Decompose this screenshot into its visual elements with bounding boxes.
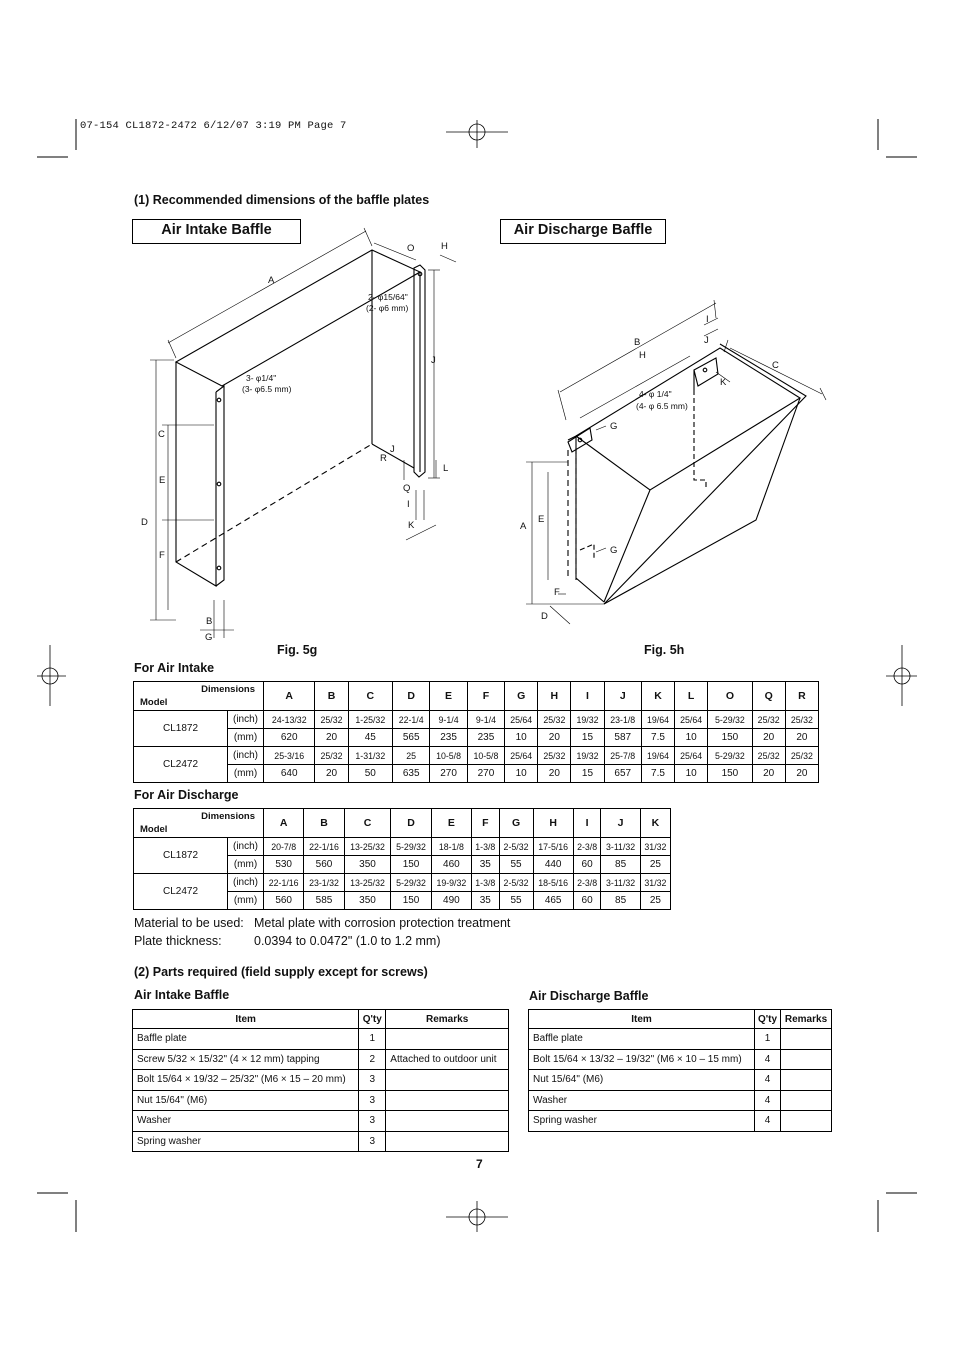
- column-header: K: [641, 682, 674, 711]
- remarks-cell: [386, 1131, 509, 1152]
- value-cell: 5-29/32: [391, 874, 431, 892]
- discharge-label-e: E: [538, 514, 545, 525]
- value-cell: 20: [538, 729, 571, 747]
- intake-hole2-label-a: 3- φ1/4": [246, 373, 277, 383]
- value-cell: 85: [601, 892, 640, 910]
- model-label: Model: [140, 824, 168, 835]
- value-cell: 235: [430, 729, 467, 747]
- value-cell: 85: [601, 856, 640, 874]
- table-header-row: [134, 682, 819, 711]
- value-cell: 25: [640, 856, 670, 874]
- table-row: [134, 711, 819, 729]
- value-cell: 22-1/16: [264, 874, 304, 892]
- value-cell: 25/64: [505, 711, 538, 729]
- value-cell: 31/32: [640, 874, 670, 892]
- model-cell: CL1872: [134, 838, 228, 874]
- qty-cell: 2: [359, 1049, 386, 1070]
- value-cell: 9-1/4: [430, 711, 467, 729]
- item-cell: Baffle plate: [133, 1029, 359, 1050]
- table-row: [134, 838, 671, 856]
- dimensions-label: Dimensions: [201, 684, 255, 695]
- value-cell: 25/32: [315, 711, 348, 729]
- intake-label-i: I: [407, 499, 410, 510]
- column-header: D: [393, 682, 430, 711]
- qty-cell: 4: [755, 1070, 781, 1091]
- value-cell: 15: [571, 729, 604, 747]
- unit-cell: (inch): [228, 747, 264, 765]
- value-cell: 270: [430, 765, 467, 783]
- column-header: E: [430, 682, 467, 711]
- value-cell: 490: [431, 892, 471, 910]
- value-cell: 19/64: [641, 711, 674, 729]
- table-header-row: [529, 1010, 832, 1029]
- discharge-label-b: B: [634, 337, 641, 348]
- remarks-cell: [781, 1111, 832, 1132]
- unit-cell: (inch): [228, 838, 264, 856]
- value-cell: 55: [499, 856, 533, 874]
- column-header: G: [499, 809, 533, 838]
- column-header: F: [472, 809, 500, 838]
- unit-cell: (inch): [228, 711, 264, 729]
- print-slug: 07-154 CL1872-2472 6/12/07 3:19 PM Page 7: [80, 120, 347, 132]
- value-cell: 25: [640, 892, 670, 910]
- value-cell: 19/64: [641, 747, 674, 765]
- item-cell: Screw 5/32 × 15/32" (4 × 12 mm) tapping: [133, 1049, 359, 1070]
- column-header: L: [675, 682, 708, 711]
- intake-label-k: K: [408, 520, 415, 531]
- value-cell: 25/32: [752, 711, 785, 729]
- item-cell: Washer: [133, 1111, 359, 1132]
- table-row: [133, 1131, 509, 1152]
- value-cell: 22-1/16: [304, 838, 344, 856]
- value-cell: 3-11/32: [601, 838, 640, 856]
- remarks-cell: Attached to outdoor unit: [386, 1049, 509, 1070]
- table-row: [134, 729, 819, 747]
- intake-table-title: For Air Intake: [134, 661, 215, 675]
- value-cell: 150: [391, 856, 431, 874]
- intake-label-q: Q: [403, 483, 411, 494]
- remarks-cell: [781, 1070, 832, 1091]
- intake-hole2-label-b: (3- φ6.5 mm): [242, 384, 292, 394]
- value-cell: 25/32: [785, 747, 818, 765]
- intake-label-g: G: [205, 632, 213, 643]
- discharge-label-g: G: [610, 421, 618, 432]
- column-header: Item: [529, 1010, 755, 1029]
- dimensions-label: Dimensions: [201, 811, 255, 822]
- table-row: [529, 1029, 832, 1050]
- value-cell: 3-11/32: [601, 874, 640, 892]
- value-cell: 19/32: [571, 747, 604, 765]
- value-cell: 1-25/32: [348, 711, 392, 729]
- thickness-label: Plate thickness:: [134, 934, 222, 948]
- value-cell: 25/32: [752, 747, 785, 765]
- value-cell: 10-5/8: [467, 747, 504, 765]
- discharge-table-title: For Air Discharge: [134, 788, 239, 802]
- intake-label-a: A: [268, 275, 275, 286]
- table-row: [133, 1029, 509, 1050]
- value-cell: 25/32: [538, 747, 571, 765]
- column-header: O: [708, 682, 752, 711]
- discharge-label-c: C: [772, 360, 779, 371]
- unit-cell: (mm): [228, 765, 264, 783]
- column-header: H: [538, 682, 571, 711]
- intake-label-c: C: [158, 429, 165, 440]
- item-cell: Baffle plate: [529, 1029, 755, 1050]
- column-header: Remarks: [781, 1010, 832, 1029]
- unit-cell: (mm): [228, 892, 264, 910]
- table-row: [134, 874, 671, 892]
- value-cell: 45: [348, 729, 392, 747]
- value-cell: 25-3/16: [264, 747, 315, 765]
- column-header: J: [604, 682, 641, 711]
- value-cell: 25/64: [675, 711, 708, 729]
- value-cell: 13-25/32: [344, 838, 391, 856]
- item-cell: Spring washer: [529, 1111, 755, 1132]
- value-cell: 60: [573, 856, 601, 874]
- value-cell: 10: [505, 729, 538, 747]
- intake-label-r: R: [380, 453, 387, 464]
- qty-cell: 3: [359, 1070, 386, 1091]
- value-cell: 25-7/8: [604, 747, 641, 765]
- table-row: [134, 747, 819, 765]
- value-cell: 24-13/32: [264, 711, 315, 729]
- value-cell: 35: [472, 892, 500, 910]
- intake-hole1-label-b: (2- φ6 mm): [366, 303, 409, 313]
- discharge-label-h: H: [639, 350, 646, 361]
- value-cell: 657: [604, 765, 641, 783]
- discharge-parts-table: [528, 1009, 832, 1132]
- value-cell: 22-1/4: [393, 711, 430, 729]
- column-header: C: [348, 682, 392, 711]
- unit-cell: (inch): [228, 874, 264, 892]
- remarks-cell: [781, 1049, 832, 1070]
- value-cell: 2-3/8: [573, 874, 601, 892]
- intake-parts-title: Air Intake Baffle: [134, 988, 230, 1002]
- value-cell: 20: [538, 765, 571, 783]
- table-row: [529, 1049, 832, 1070]
- value-cell: 15: [571, 765, 604, 783]
- value-cell: 10: [675, 729, 708, 747]
- table-row: [133, 1111, 509, 1132]
- column-header: A: [264, 682, 315, 711]
- value-cell: 25/32: [538, 711, 571, 729]
- section1-title: (1) Recommended dimensions of the baffle plates: [134, 193, 430, 207]
- value-cell: 585: [304, 892, 344, 910]
- air-discharge-baffle-drawing: [568, 344, 806, 604]
- column-header: F: [467, 682, 504, 711]
- table-row: [133, 1070, 509, 1091]
- value-cell: 620: [264, 729, 315, 747]
- value-cell: 565: [393, 729, 430, 747]
- dimensions-model-header: [134, 809, 264, 838]
- value-cell: 31/32: [640, 838, 670, 856]
- column-header: G: [505, 682, 538, 711]
- column-header: Q'ty: [755, 1010, 781, 1029]
- remarks-cell: [781, 1090, 832, 1111]
- value-cell: 13-25/32: [344, 874, 391, 892]
- air-discharge-title: Air Discharge Baffle: [500, 219, 666, 244]
- column-header: H: [533, 809, 573, 838]
- column-header: A: [264, 809, 304, 838]
- model-cell: CL2472: [134, 874, 228, 910]
- intake-label-j: J: [431, 355, 436, 366]
- item-cell: Nut 15/64" (M6): [133, 1090, 359, 1111]
- value-cell: 270: [467, 765, 504, 783]
- value-cell: 1-31/32: [348, 747, 392, 765]
- value-cell: 20: [315, 729, 348, 747]
- thickness-value: 0.0394 to 0.0472" (1.0 to 1.2 mm): [254, 934, 441, 948]
- value-cell: 150: [708, 765, 752, 783]
- column-header: C: [344, 809, 391, 838]
- value-cell: 25/32: [785, 711, 818, 729]
- value-cell: 465: [533, 892, 573, 910]
- value-cell: 235: [467, 729, 504, 747]
- value-cell: 1-3/8: [472, 838, 500, 856]
- value-cell: 18-1/8: [431, 838, 471, 856]
- column-header: R: [785, 682, 818, 711]
- value-cell: 35: [472, 856, 500, 874]
- value-cell: 9-1/4: [467, 711, 504, 729]
- section2-title: (2) Parts required (field supply except for screws): [134, 965, 428, 979]
- discharge-label-f: F: [554, 587, 560, 598]
- discharge-hole-label-b: (4- φ 6.5 mm): [636, 401, 688, 411]
- fig-5g-caption: Fig. 5g: [277, 643, 318, 657]
- remarks-cell: [386, 1090, 509, 1111]
- intake-label-h: H: [441, 241, 448, 252]
- value-cell: 55: [499, 892, 533, 910]
- column-header: I: [571, 682, 604, 711]
- intake-label-l: L: [443, 463, 449, 474]
- qty-cell: 3: [359, 1090, 386, 1111]
- column-header: J: [601, 809, 640, 838]
- intake-label-e: E: [159, 475, 166, 486]
- column-header: K: [640, 809, 670, 838]
- remarks-cell: [386, 1111, 509, 1132]
- value-cell: 2-5/32: [499, 874, 533, 892]
- table-header-row: [134, 809, 671, 838]
- intake-label-o: O: [407, 243, 415, 254]
- value-cell: 635: [393, 765, 430, 783]
- model-cell: CL1872: [134, 711, 228, 747]
- discharge-label-d: D: [541, 611, 548, 622]
- value-cell: 23-1/8: [604, 711, 641, 729]
- remarks-cell: [386, 1029, 509, 1050]
- value-cell: 10-5/8: [430, 747, 467, 765]
- intake-hole1-label-a: 2- φ15/64": [368, 292, 408, 302]
- material-label: Material to be used:: [134, 916, 244, 930]
- value-cell: 440: [533, 856, 573, 874]
- discharge-hole-label-a: 4- φ 1/4": [639, 389, 672, 399]
- value-cell: 25/64: [675, 747, 708, 765]
- value-cell: 5-29/32: [708, 747, 752, 765]
- remarks-cell: [781, 1029, 832, 1050]
- value-cell: 5-29/32: [708, 711, 752, 729]
- column-header: B: [304, 809, 344, 838]
- value-cell: 150: [391, 892, 431, 910]
- value-cell: 560: [304, 856, 344, 874]
- value-cell: 19-9/32: [431, 874, 471, 892]
- table-row: [133, 1090, 509, 1111]
- qty-cell: 4: [755, 1111, 781, 1132]
- value-cell: 18-5/16: [533, 874, 573, 892]
- item-cell: Bolt 15/64 × 19/32 – 25/32" (M6 × 15 – 20 mm): [133, 1070, 359, 1091]
- qty-cell: 4: [755, 1049, 781, 1070]
- value-cell: 530: [264, 856, 304, 874]
- column-header: Item: [133, 1010, 359, 1029]
- column-header: Q: [752, 682, 785, 711]
- remarks-cell: [386, 1070, 509, 1091]
- qty-cell: 1: [755, 1029, 781, 1050]
- table-row: [133, 1049, 509, 1070]
- column-header: D: [391, 809, 431, 838]
- item-cell: Spring washer: [133, 1131, 359, 1152]
- model-cell: CL2472: [134, 747, 228, 783]
- value-cell: 10: [675, 765, 708, 783]
- fig-5h-caption: Fig. 5h: [644, 643, 685, 657]
- qty-cell: 3: [359, 1111, 386, 1132]
- intake-label-j2: J: [390, 444, 395, 455]
- discharge-label-a: A: [520, 521, 527, 532]
- column-header: Remarks: [386, 1010, 509, 1029]
- value-cell: 1-3/8: [472, 874, 500, 892]
- table-row: [134, 765, 819, 783]
- value-cell: 2-5/32: [499, 838, 533, 856]
- value-cell: 25: [393, 747, 430, 765]
- discharge-dimensions-table: [133, 808, 671, 910]
- table-row: [529, 1090, 832, 1111]
- intake-parts-table: [132, 1009, 509, 1152]
- column-header: Q'ty: [359, 1010, 386, 1029]
- value-cell: 60: [573, 892, 601, 910]
- air-intake-title: Air Intake Baffle: [132, 219, 301, 244]
- discharge-parts-title: Air Discharge Baffle: [529, 989, 649, 1003]
- value-cell: 20: [752, 729, 785, 747]
- column-header: I: [573, 809, 601, 838]
- table-header-row: [133, 1010, 509, 1029]
- value-cell: 50: [348, 765, 392, 783]
- qty-cell: 3: [359, 1131, 386, 1152]
- value-cell: 20: [315, 765, 348, 783]
- value-cell: 10: [505, 765, 538, 783]
- unit-cell: (mm): [228, 856, 264, 874]
- value-cell: 20: [752, 765, 785, 783]
- item-cell: Bolt 15/64 × 13/32 – 19/32" (M6 × 10 – 15 mm): [529, 1049, 755, 1070]
- value-cell: 17-5/16: [533, 838, 573, 856]
- value-cell: 5-29/32: [391, 838, 431, 856]
- unit-cell: (mm): [228, 729, 264, 747]
- value-cell: 350: [344, 856, 391, 874]
- value-cell: 25/64: [505, 747, 538, 765]
- value-cell: 2-3/8: [573, 838, 601, 856]
- column-header: E: [431, 809, 471, 838]
- value-cell: 150: [708, 729, 752, 747]
- value-cell: 25/32: [315, 747, 348, 765]
- value-cell: 23-1/32: [304, 874, 344, 892]
- value-cell: 7.5: [641, 765, 674, 783]
- discharge-label-i: I: [706, 314, 709, 325]
- intake-label-d: D: [141, 517, 148, 528]
- value-cell: 587: [604, 729, 641, 747]
- qty-cell: 1: [359, 1029, 386, 1050]
- air-discharge-dimension-lines: [526, 300, 826, 624]
- value-cell: 640: [264, 765, 315, 783]
- intake-dimensions-table: [133, 681, 819, 783]
- qty-cell: 4: [755, 1090, 781, 1111]
- column-header: B: [315, 682, 348, 711]
- intake-label-b: B: [206, 616, 213, 627]
- discharge-label-k: K: [720, 377, 727, 388]
- discharge-label-j: J: [704, 335, 709, 346]
- value-cell: 560: [264, 892, 304, 910]
- item-cell: Washer: [529, 1090, 755, 1111]
- intake-label-f: F: [159, 550, 165, 561]
- material-value: Metal plate with corrosion protection treatment: [254, 916, 511, 930]
- value-cell: 20: [785, 765, 818, 783]
- value-cell: 350: [344, 892, 391, 910]
- table-row: [529, 1111, 832, 1132]
- model-label: Model: [140, 697, 168, 708]
- value-cell: 19/32: [571, 711, 604, 729]
- value-cell: 20-7/8: [264, 838, 304, 856]
- page-number: 7: [476, 1157, 483, 1171]
- value-cell: 460: [431, 856, 471, 874]
- table-row: [529, 1070, 832, 1091]
- dimensions-model-header: [134, 682, 264, 711]
- item-cell: Nut 15/64" (M6): [529, 1070, 755, 1091]
- discharge-label-g2: G: [610, 545, 618, 556]
- value-cell: 20: [785, 729, 818, 747]
- value-cell: 7.5: [641, 729, 674, 747]
